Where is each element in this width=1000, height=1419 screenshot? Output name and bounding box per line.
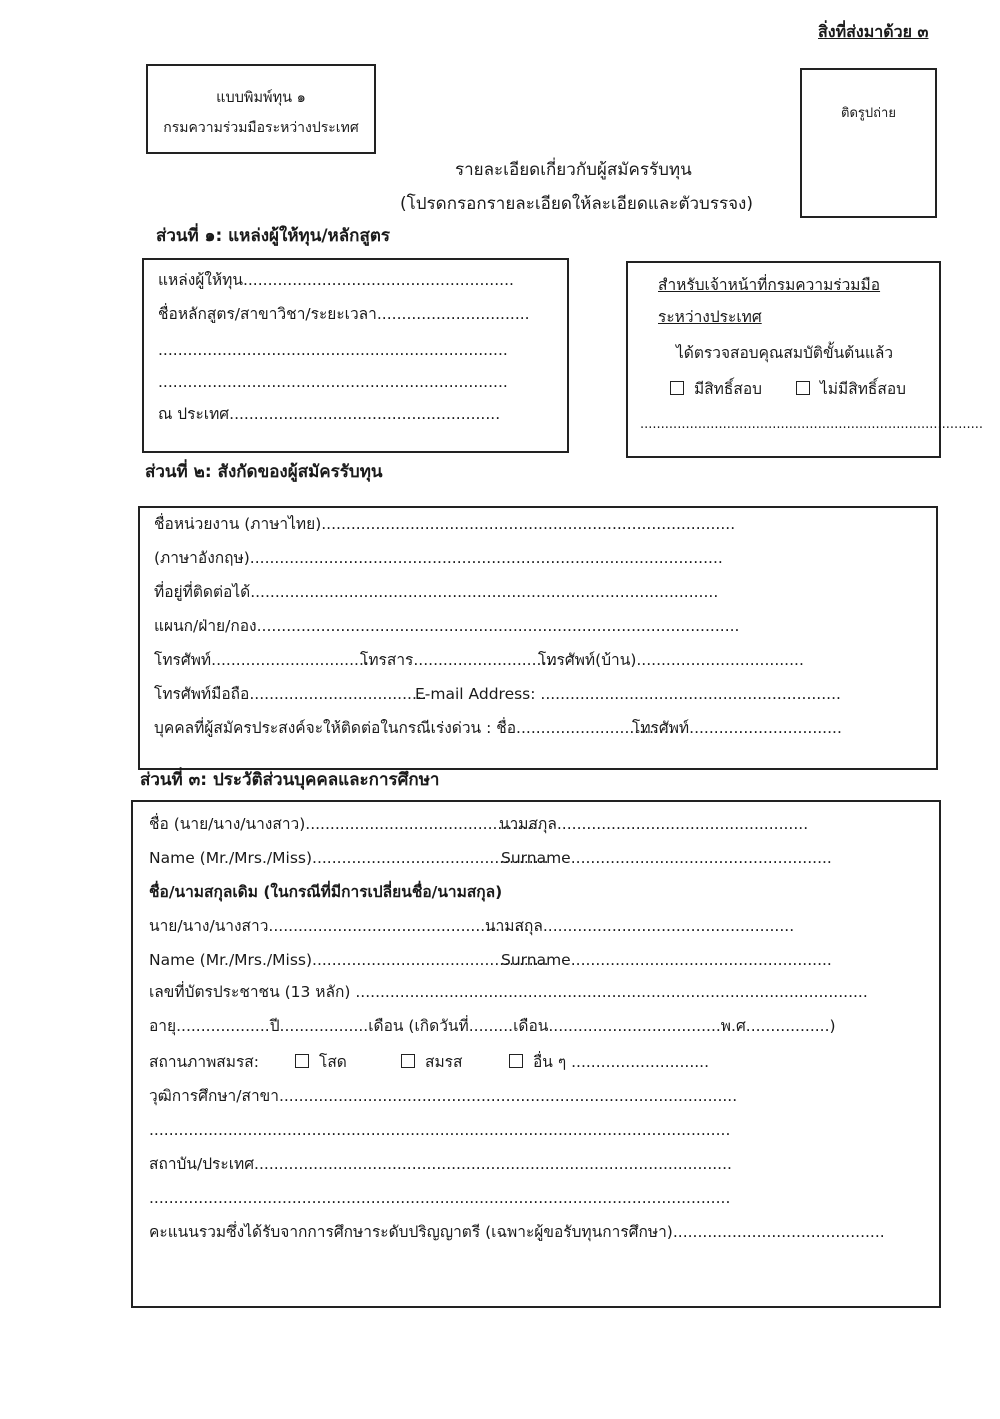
not-eligible-checkbox[interactable] (796, 381, 810, 395)
form-subtitle: (โปรดกรอกรายละเอียดให้ละเอียดและตัวบรรจง) (400, 194, 753, 214)
surname-thai-field[interactable]: นามสกุล................................................... (499, 815, 809, 833)
eligible-option[interactable] (670, 379, 762, 399)
official-signature-line[interactable]: ................................................................................... (640, 417, 983, 432)
id-card-field[interactable]: เลขที่บัตรประชาชน (13 หลัก) ........................................................................................................ (149, 983, 868, 1001)
degree-field[interactable]: วุฒิการศึกษา/สาขา............................................................................................. (149, 1087, 738, 1105)
attachment-label: สิ่งที่ส่งมาด้วย ๓ (818, 22, 929, 41)
emergency-contact-field[interactable]: บุคคลที่ผู้สมัครประสงค์จะให้ติดต่อในกรณีเร่งด่วน : ชื่อ................................ (154, 719, 674, 737)
form-id-box (146, 64, 376, 154)
degree-blank-line[interactable]: ...................................................................................................................... (149, 1121, 731, 1139)
official-title-line1: สำหรับเจ้าหน้าที่กรมความร่วมมือ (658, 276, 881, 294)
not-eligible-label: ไม่มีสิทธิ์สอบ (820, 380, 906, 398)
marital-other-checkbox[interactable] (509, 1054, 523, 1068)
mobile-field[interactable]: โทรศัพท์มือถือ.................................... (154, 685, 427, 703)
surname-en-field[interactable]: Surname..................................................... (501, 849, 832, 867)
official-use-box (626, 261, 983, 458)
former-name-heading: ชื่อ/นามสกุลเดิม (ในกรณีที่มีการเปลี่ยนชื่อ/นามสกุล) (149, 883, 503, 901)
not-eligible-option[interactable] (796, 379, 906, 399)
section2-heading: ส่วนที่ ๒: สังกัดของผู้สมัครรับทุน (145, 462, 383, 482)
country-field[interactable]: ณ ประเทศ....................................................... (158, 405, 501, 423)
section1-heading: ส่วนที่ ๑: แหล่งผู้ให้ทุน/หลักสูตร (156, 226, 391, 246)
email-field[interactable]: E-mail Address: ............................................................. (415, 685, 841, 703)
photo-label: ติดรูปถ่าย (841, 106, 896, 121)
section3-heading: ส่วนที่ ๓: ประวัติส่วนบุคคลและการศึกษา (140, 770, 440, 790)
marital-married-checkbox[interactable] (401, 1054, 415, 1068)
course-blank-line-2[interactable]: ....................................................................... (158, 373, 508, 391)
form-title: รายละเอียดเกี่ยวกับผู้สมัครรับทุน (455, 160, 692, 180)
marital-other-label: อื่น ๆ ............................ (533, 1053, 710, 1071)
name-en-field[interactable]: Name (Mr./Mrs./Miss)................................................ (149, 849, 549, 867)
institution-field[interactable]: สถาบัน/ประเทศ................................................................................................. (149, 1155, 732, 1173)
marital-married-option[interactable] (401, 1052, 462, 1072)
home-phone-field[interactable]: โทรศัพท์(บ้าน).................................. (538, 651, 804, 669)
eligible-checkbox[interactable] (670, 381, 684, 395)
section2-box (138, 506, 938, 770)
eligible-label: มีสิทธิ์สอบ (694, 380, 762, 398)
name-thai-field[interactable]: ชื่อ (นาย/นาง/นางสาว)................................................ (149, 815, 542, 833)
official-checked-note: ได้ตรวจสอบคุณสมบัติขั้นต้นแล้ว (676, 344, 894, 362)
fax-field[interactable]: โทรสาร............................. (360, 651, 557, 669)
institution-blank-line[interactable]: ...................................................................................................................... (149, 1189, 731, 1207)
official-title-line2: ระหว่างประเทศ (658, 308, 762, 326)
section1-box (142, 258, 569, 453)
marital-married-label: สมรส (425, 1053, 463, 1071)
gpa-field[interactable]: คะแนนรวมซึ่งได้รับจากการศึกษาระดับปริญญาตรี (เฉพาะผู้ขอรับทุนการศึกษา)........................................... (149, 1223, 885, 1241)
marital-single-label: โสด (319, 1053, 347, 1071)
former-surname-en-field[interactable]: Surname..................................................... (501, 951, 832, 969)
marital-other-option[interactable] (509, 1052, 709, 1072)
course-blank-line-1[interactable]: ....................................................................... (158, 341, 508, 359)
org-thai-field[interactable]: ชื่อหน่วยงาน (ภาษาไทย).................................................................................... (154, 515, 736, 533)
marital-single-option[interactable] (295, 1052, 347, 1072)
section3-box (131, 800, 941, 1308)
former-surname-thai-field[interactable]: นามสกุล................................................... (485, 917, 795, 935)
org-english-field[interactable]: (ภาษาอังกฤษ)................................................................................................ (154, 549, 723, 567)
marital-status-label: สถานภาพสมรส: (149, 1053, 259, 1071)
former-name-en-field[interactable]: Name (Mr./Mrs./Miss)................................................ (149, 951, 549, 969)
marital-single-checkbox[interactable] (295, 1054, 309, 1068)
funding-source-field[interactable]: แหล่งผู้ให้ทุน....................................................... (158, 271, 514, 289)
emergency-phone-field[interactable]: โทรศัพท์............................... (632, 719, 842, 737)
form-id-line2: กรมความร่วมมือระหว่างประเทศ (163, 120, 359, 136)
age-birth-field[interactable]: อายุ...................ปี..................เดือน (เกิดวันที่.........เดือน...................................พ.ศ.................) (149, 1017, 836, 1035)
form-id-line1: แบบพิมพ์ทุน ๑ (216, 90, 306, 106)
phone-field[interactable]: โทรศัพท์................................. (154, 651, 374, 669)
course-field[interactable]: ชื่อหลักสูตร/สาขาวิชา/ระยะเวลา............................... (158, 305, 530, 323)
photo-box[interactable] (800, 68, 937, 218)
address-field[interactable]: ที่อยู่ที่ติดต่อได้............................................................................................... (154, 583, 719, 601)
former-name-thai-field[interactable]: นาย/นาง/นางสาว..................................................... (149, 917, 530, 935)
department-field[interactable]: แผนก/ฝ่าย/กอง.................................................................................................. (154, 617, 740, 635)
